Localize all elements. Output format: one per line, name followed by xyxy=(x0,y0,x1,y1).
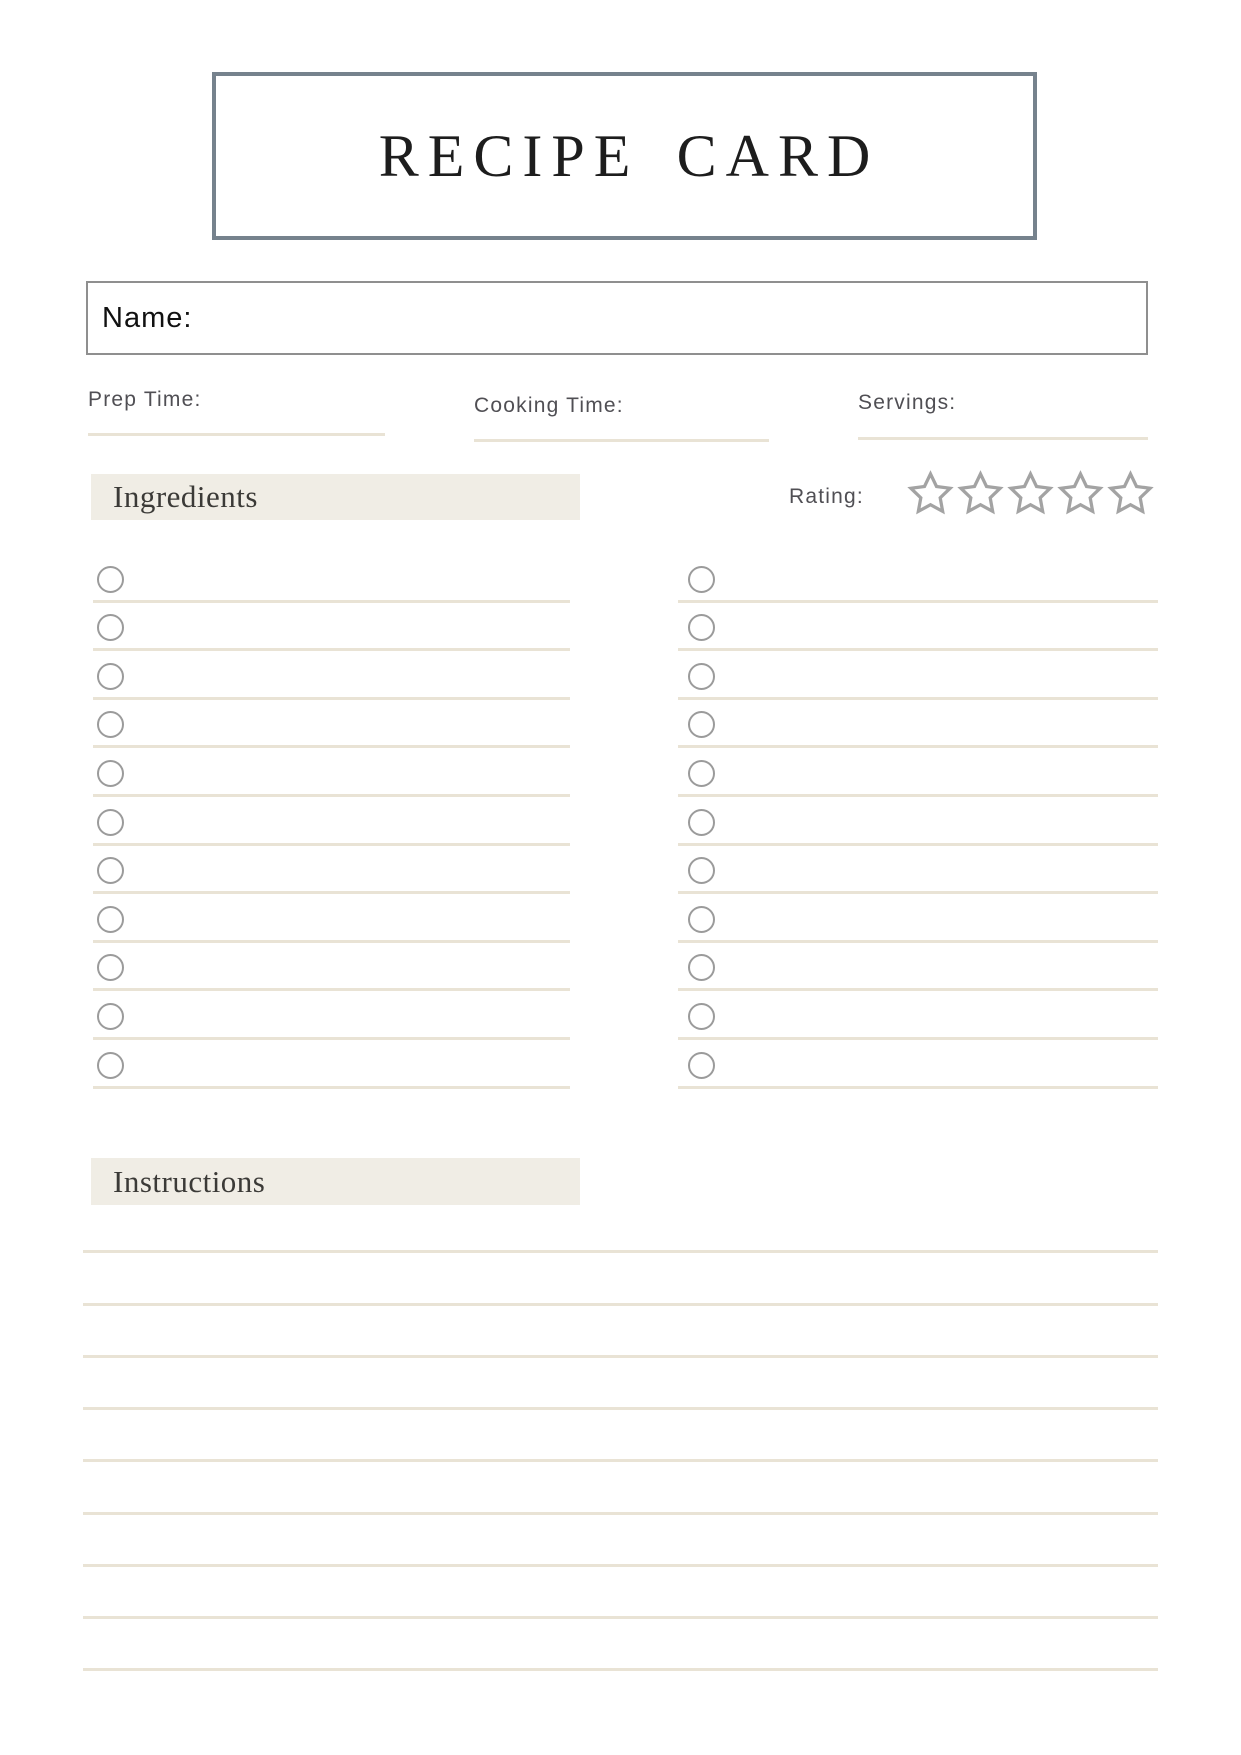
ingredient-bullet-circle-icon[interactable] xyxy=(688,954,715,981)
ingredient-row-right-11[interactable] xyxy=(678,1040,1158,1089)
ingredient-bullet-circle-icon[interactable] xyxy=(97,760,124,787)
ingredient-bullet-circle-icon[interactable] xyxy=(97,711,124,738)
ingredient-bullet-circle-icon[interactable] xyxy=(688,663,715,690)
ingredient-bullet-circle-icon[interactable] xyxy=(688,760,715,787)
ingredient-row-right-3[interactable] xyxy=(678,651,1158,700)
instruction-line-5[interactable] xyxy=(83,1410,1158,1462)
ingredient-bullet-circle-icon[interactable] xyxy=(97,663,124,690)
ingredient-row-left-11[interactable] xyxy=(88,1040,570,1089)
ingredient-bullet-circle-icon[interactable] xyxy=(97,1003,124,1030)
name-field[interactable] xyxy=(86,281,1148,355)
ingredients-column-right xyxy=(678,554,1158,1089)
ingredient-row-right-7[interactable] xyxy=(678,846,1158,895)
servings-label: Servings: xyxy=(858,391,957,414)
ingredient-row-right-10[interactable] xyxy=(678,991,1158,1040)
prep-time-underline xyxy=(88,433,385,436)
ingredient-bullet-circle-icon[interactable] xyxy=(97,954,124,981)
star-outline-icon[interactable] xyxy=(1006,469,1055,518)
ingredient-bullet-circle-icon[interactable] xyxy=(688,711,715,738)
servings-field[interactable] xyxy=(858,391,1148,441)
title-box xyxy=(212,72,1037,240)
ingredient-bullet-circle-icon[interactable] xyxy=(97,1052,124,1079)
rating-stars[interactable] xyxy=(906,469,1156,519)
ingredient-bullet-circle-icon[interactable] xyxy=(688,1003,715,1030)
star-outline-icon[interactable] xyxy=(1106,469,1155,518)
cooking-time-field[interactable] xyxy=(474,394,769,444)
instruction-line-4[interactable] xyxy=(83,1358,1158,1410)
ingredient-row-left-3[interactable] xyxy=(88,651,570,700)
ingredient-row-right-9[interactable] xyxy=(678,943,1158,992)
instruction-line-8[interactable] xyxy=(83,1567,1158,1619)
instructions-lines xyxy=(83,1201,1158,1671)
ingredient-underline xyxy=(93,1086,570,1089)
ingredient-row-right-2[interactable] xyxy=(678,603,1158,652)
ingredient-row-right-6[interactable] xyxy=(678,797,1158,846)
servings-underline xyxy=(858,437,1148,440)
ingredient-row-left-2[interactable] xyxy=(88,603,570,652)
cooking-time-label: Cooking Time: xyxy=(474,394,624,417)
ingredient-row-left-10[interactable] xyxy=(88,991,570,1040)
prep-time-field[interactable] xyxy=(88,388,385,438)
star-outline-icon[interactable] xyxy=(956,469,1005,518)
ingredients-heading: Ingredients xyxy=(113,479,258,514)
ingredient-bullet-circle-icon[interactable] xyxy=(688,566,715,593)
ingredient-bullet-circle-icon[interactable] xyxy=(688,857,715,884)
ingredient-bullet-circle-icon[interactable] xyxy=(97,906,124,933)
instruction-line-3[interactable] xyxy=(83,1306,1158,1358)
ingredient-row-left-6[interactable] xyxy=(88,797,570,846)
ingredient-bullet-circle-icon[interactable] xyxy=(97,614,124,641)
ingredient-row-right-1[interactable] xyxy=(678,554,1158,603)
ingredient-row-left-1[interactable] xyxy=(88,554,570,603)
ingredient-row-right-4[interactable] xyxy=(678,700,1158,749)
ingredients-header xyxy=(91,474,580,520)
ingredient-row-left-4[interactable] xyxy=(88,700,570,749)
ingredient-bullet-circle-icon[interactable] xyxy=(688,1052,715,1079)
star-outline-icon[interactable] xyxy=(1056,469,1105,518)
name-label: Name: xyxy=(102,301,193,334)
ingredient-underline xyxy=(678,1086,1158,1089)
page-title: RECIPE CARD xyxy=(378,122,880,189)
ingredient-row-left-7[interactable] xyxy=(88,846,570,895)
ingredient-bullet-circle-icon[interactable] xyxy=(97,857,124,884)
ingredient-bullet-circle-icon[interactable] xyxy=(97,809,124,836)
star-outline-icon[interactable] xyxy=(906,469,955,518)
ingredients-column-left xyxy=(88,554,570,1089)
ingredient-row-right-8[interactable] xyxy=(678,894,1158,943)
ingredient-row-left-9[interactable] xyxy=(88,943,570,992)
ingredient-bullet-circle-icon[interactable] xyxy=(97,566,124,593)
instruction-line-9[interactable] xyxy=(83,1619,1158,1671)
instructions-heading: Instructions xyxy=(113,1163,266,1199)
prep-time-label: Prep Time: xyxy=(88,388,202,411)
instruction-line-2[interactable] xyxy=(83,1253,1158,1305)
instruction-line-6[interactable] xyxy=(83,1462,1158,1514)
ingredient-bullet-circle-icon[interactable] xyxy=(688,614,715,641)
cooking-time-underline xyxy=(474,439,769,442)
ingredient-row-left-5[interactable] xyxy=(88,748,570,797)
ingredient-bullet-circle-icon[interactable] xyxy=(688,906,715,933)
instruction-line-7[interactable] xyxy=(83,1515,1158,1567)
ingredient-bullet-circle-icon[interactable] xyxy=(688,809,715,836)
ingredient-row-left-8[interactable] xyxy=(88,894,570,943)
ingredient-row-right-5[interactable] xyxy=(678,748,1158,797)
rating-label: Rating: xyxy=(789,485,864,508)
instructions-header xyxy=(91,1158,580,1205)
instruction-line-1[interactable] xyxy=(83,1201,1158,1253)
